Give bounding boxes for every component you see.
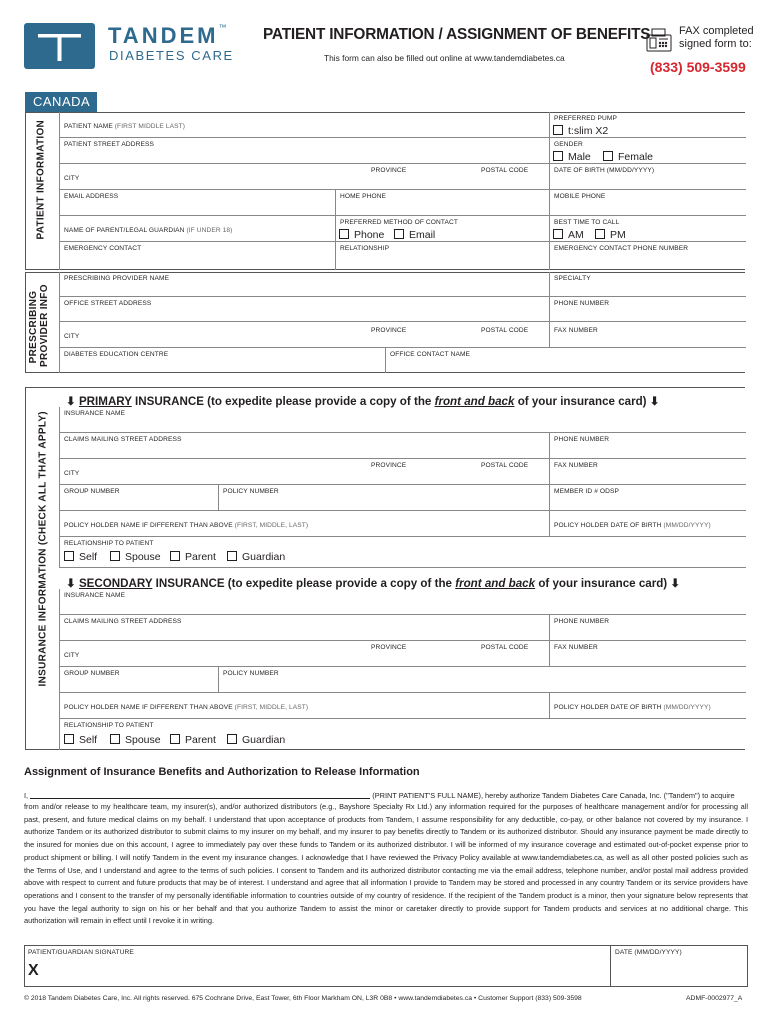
office-phone-field[interactable]: PHONE NUMBER [549,297,746,322]
primary-member-field[interactable]: MEMBER ID # ODSP [549,485,746,511]
checkbox-icon[interactable] [64,734,74,744]
assignment-title: Assignment of Insurance Benefits and Authorization to Release Information [24,766,420,778]
print-name-input[interactable] [30,791,370,799]
home-phone-field[interactable]: HOME PHONE [335,190,549,216]
office-city-field[interactable]: CITY PROVINCE POSTAL CODE [59,322,549,348]
online-note: This form can also be filled out online at www.tandemdiabetes.ca [324,53,565,63]
primary-rel-spouse-checkbox[interactable]: Spouse [110,551,161,563]
secondary-holder-dob-field[interactable]: POLICY HOLDER DATE OF BIRTH (MM/DD/YYYY) [549,693,746,719]
gender-field[interactable]: GENDER [549,138,746,164]
footer-text: © 2018 Tandem Diabetes Care, Inc. All rights reserved. 675 Cochrane Drive, East Tower, 6th Floor Markham ON, L3R 0B8 • www.tandemdiabetes.ca • Customer Support (833) 509-3598 [24,995,582,1002]
email-field[interactable]: EMAIL ADDRESS [59,190,335,216]
down-arrow-icon: ⬇ [649,395,660,408]
gender-male-checkbox[interactable]: Male [553,151,591,163]
contact-email-checkbox[interactable]: Email [394,229,435,241]
insurance-section-label: INSURANCE INFORMATION (CHECK ALL THAT APPLY) [37,411,49,687]
emergency-phone-field[interactable]: EMERGENCY CONTACT PHONE NUMBER [549,242,746,270]
secondary-relationship-field[interactable]: RELATIONSHIP TO PATIENT [59,719,746,750]
checkbox-icon[interactable] [170,734,180,744]
primary-phone-field[interactable]: PHONE NUMBER [549,433,746,459]
postal-label: POSTAL CODE [481,462,529,469]
primary-fax-field[interactable]: FAX NUMBER [549,459,746,485]
provider-name-field[interactable]: PRESCRIBING PROVIDER NAME [59,272,549,297]
checkbox-icon[interactable] [170,551,180,561]
primary-rel-parent-checkbox[interactable]: Parent [170,551,216,563]
down-arrow-icon: ⬇ [66,577,76,590]
brand-subtitle: DIABETES CARE [109,48,234,63]
checkbox-icon[interactable] [553,125,563,135]
region-tab: CANADA [25,92,97,112]
preferred-pump-field[interactable]: PREFERRED PUMP [549,112,746,138]
postal-label: POSTAL CODE [481,167,529,174]
fax-line-1: FAX completed [679,25,754,37]
primary-rel-self-checkbox[interactable]: Self [64,551,97,563]
provider-section-label: PRESCRIBING PROVIDER INFO [28,284,50,367]
checkbox-icon[interactable] [64,551,74,561]
pump-tslim-checkbox[interactable]: t:slim X2 [553,125,608,137]
assignment-body: from and/or release to my healthcare team, my insurer(s), and/or authorized distributors (e.g., Bayshore Specialty Rx Ltd.) any information required for the purposes of healthcare management and/or for processing all past, present, and future medical claims on my behalf. I understand that upon acceptance of products from Tandem, I assume responsibility for any deductible, co-pay, or other balance not covered by my insurance. I authorize Tandem or its authorized distributor to submit claims to my insurer on my behalf, and my insurer to pay benefits directly to Tandem or its authorized distributor. Should any insurance payment be made directly to the insured for monies due on this account, I agree to immediately pay over these funds to Tandem or its authorized distributor. I will be informed of my insurance coverage and estimated out-of-pocket expense prior to product shipment or billing. I will notify Tandem in the event my insurance changes. I acknowledge that I have reviewed the Privacy Policy available at www.tandemdiabetes.ca, as well as all other posted policies such as the Terms of Use, and I understand and agree to the terms of such policies. I consent to Tandem and its authorized distributor contacting me via the email address, telephone number, and/or postal mail address provided above with respect to current and future products that may be of interest. I understand and agree that all information I provide to Tandem may be stored and processed in any country Tandem or its service providers have operations and I consent to the transfer of my personally identifiable information to countries outside of my country of residence. If the recipient of the Tandem product is a minor, then your signature below represents that you have the legal authority to sign on his or her behalf and that you authorize Tandem to assist the minor or caretaker directly to provide support for Tandem products and services at no additional charge. This authorization will remain in effect until I revoke it in writing. [24,802,748,926]
secondary-phone-field[interactable]: PHONE NUMBER [549,615,746,641]
secondary-claims-address-field[interactable]: CLAIMS MAILING STREET ADDRESS [59,615,549,641]
secondary-insurance-heading: ⬇ SECONDARY INSURANCE (to expedite please provide a copy of the front and back of your insurance card) ⬇ [66,577,681,590]
patient-city-field[interactable]: CITY PROVINCE POSTAL CODE [59,164,549,190]
primary-policy-field[interactable]: POLICY NUMBER [218,485,549,511]
print-name-line: I, (PRINT PATIENT'S FULL NAME), hereby authorize Tandem Diabetes Care Canada, Inc. ("Tandem") to acquire [24,791,735,800]
form-title: PATIENT INFORMATION / ASSIGNMENT OF BENEFITS [263,26,651,43]
primary-holder-name-field[interactable]: POLICY HOLDER NAME IF DIFFERENT THAN ABOVE (FIRST, MIDDLE, LAST) [59,511,549,537]
signature-field[interactable]: PATIENT/GUARDIAN SIGNATURE X [24,945,611,987]
checkbox-icon[interactable] [227,551,237,561]
province-label: PROVINCE [371,462,407,469]
checkbox-icon[interactable] [394,229,404,239]
secondary-group-field[interactable]: GROUP NUMBER [59,667,218,693]
checkbox-icon[interactable] [110,551,120,561]
time-am-checkbox[interactable]: AM [553,229,584,241]
office-fax-field[interactable]: FAX NUMBER [549,322,746,348]
secondary-policy-field[interactable]: POLICY NUMBER [218,667,746,693]
patient-name-field[interactable]: PATIENT NAME (FIRST MIDDLE LAST) [59,112,549,138]
primary-city-field[interactable]: CITY PROVINCE POSTAL CODE [59,459,549,485]
secondary-rel-self-checkbox[interactable]: Self [64,734,97,746]
checkbox-icon[interactable] [227,734,237,744]
secondary-rel-spouse-checkbox[interactable]: Spouse [110,734,161,746]
contact-phone-checkbox[interactable]: Phone [339,229,384,241]
education-centre-field[interactable]: DIABETES EDUCATION CENTRE [59,348,385,373]
gender-female-checkbox[interactable]: Female [603,151,653,163]
primary-group-field[interactable]: GROUP NUMBER [59,485,218,511]
secondary-city-field[interactable]: CITY PROVINCE POSTAL CODE [59,641,549,667]
tandem-logo-icon [24,23,95,69]
patient-section-label: PATIENT INFORMATION [35,119,47,240]
fax-instruction [679,25,754,51]
time-pm-checkbox[interactable]: PM [595,229,626,241]
guardian-field[interactable]: NAME OF PARENT/LEGAL GUARDIAN (IF UNDER 18) [59,216,335,242]
relationship-field[interactable]: RELATIONSHIP [335,242,549,270]
patient-street-field[interactable]: PATIENT STREET ADDRESS [59,138,549,164]
checkbox-icon[interactable] [553,229,563,239]
province-label: PROVINCE [371,644,407,651]
province-label: PROVINCE [371,167,407,174]
date-field[interactable]: DATE (MM/DD/YYYY) [615,949,682,956]
primary-relationship-field[interactable]: RELATIONSHIP TO PATIENT [59,537,746,568]
form-code: ADMF-0002977_A [686,995,743,1002]
checkbox-icon[interactable] [603,151,613,161]
fax-line-2: signed form to: [679,38,752,50]
checkbox-icon[interactable] [595,229,605,239]
secondary-fax-field[interactable]: FAX NUMBER [549,641,746,667]
primary-insurance-heading: ⬇ PRIMARY INSURANCE (to expedite please provide a copy of the front and back of your insurance card) ⬇ [66,395,660,408]
office-contact-field[interactable]: OFFICE CONTACT NAME [385,348,746,373]
primary-rel-guardian-checkbox[interactable]: Guardian [227,551,285,563]
office-street-field[interactable]: OFFICE STREET ADDRESS [59,297,549,322]
secondary-rel-guardian-checkbox[interactable]: Guardian [227,734,285,746]
primary-holder-dob-field[interactable]: POLICY HOLDER DATE OF BIRTH (MM/DD/YYYY) [549,511,746,537]
province-label: PROVINCE [371,327,407,334]
checkbox-icon[interactable] [553,151,563,161]
fax-machine-icon [646,27,672,53]
brand-name: TANDEM™ [108,23,227,48]
checkbox-icon[interactable] [110,734,120,744]
down-arrow-icon: ⬇ [66,395,76,408]
secondary-rel-parent-checkbox[interactable]: Parent [170,734,216,746]
down-arrow-icon: ⬇ [670,577,681,590]
dob-field[interactable]: DATE OF BIRTH (MM/DD/YYYY) [549,164,746,190]
secondary-holder-name-field[interactable]: POLICY HOLDER NAME IF DIFFERENT THAN ABOVE (FIRST, MIDDLE, LAST) [59,693,549,719]
primary-insurance-name-field[interactable]: INSURANCE NAME [59,407,746,433]
postal-label: POSTAL CODE [481,327,529,334]
mobile-phone-field[interactable]: MOBILE PHONE [549,190,746,216]
best-time-field[interactable]: BEST TIME TO CALL [549,216,746,242]
specialty-field[interactable]: SPECIALTY [549,272,746,297]
secondary-insurance-name-field[interactable]: INSURANCE NAME [59,589,746,615]
signature-mark: X [28,962,39,979]
fax-number: (833) 509-3599 [650,59,746,75]
primary-claims-address-field[interactable]: CLAIMS MAILING STREET ADDRESS [59,433,549,459]
postal-label: POSTAL CODE [481,644,529,651]
emergency-contact-field[interactable]: EMERGENCY CONTACT [59,242,335,270]
contact-method-field[interactable]: PREFERRED METHOD OF CONTACT [335,216,549,242]
checkbox-icon[interactable] [339,229,349,239]
